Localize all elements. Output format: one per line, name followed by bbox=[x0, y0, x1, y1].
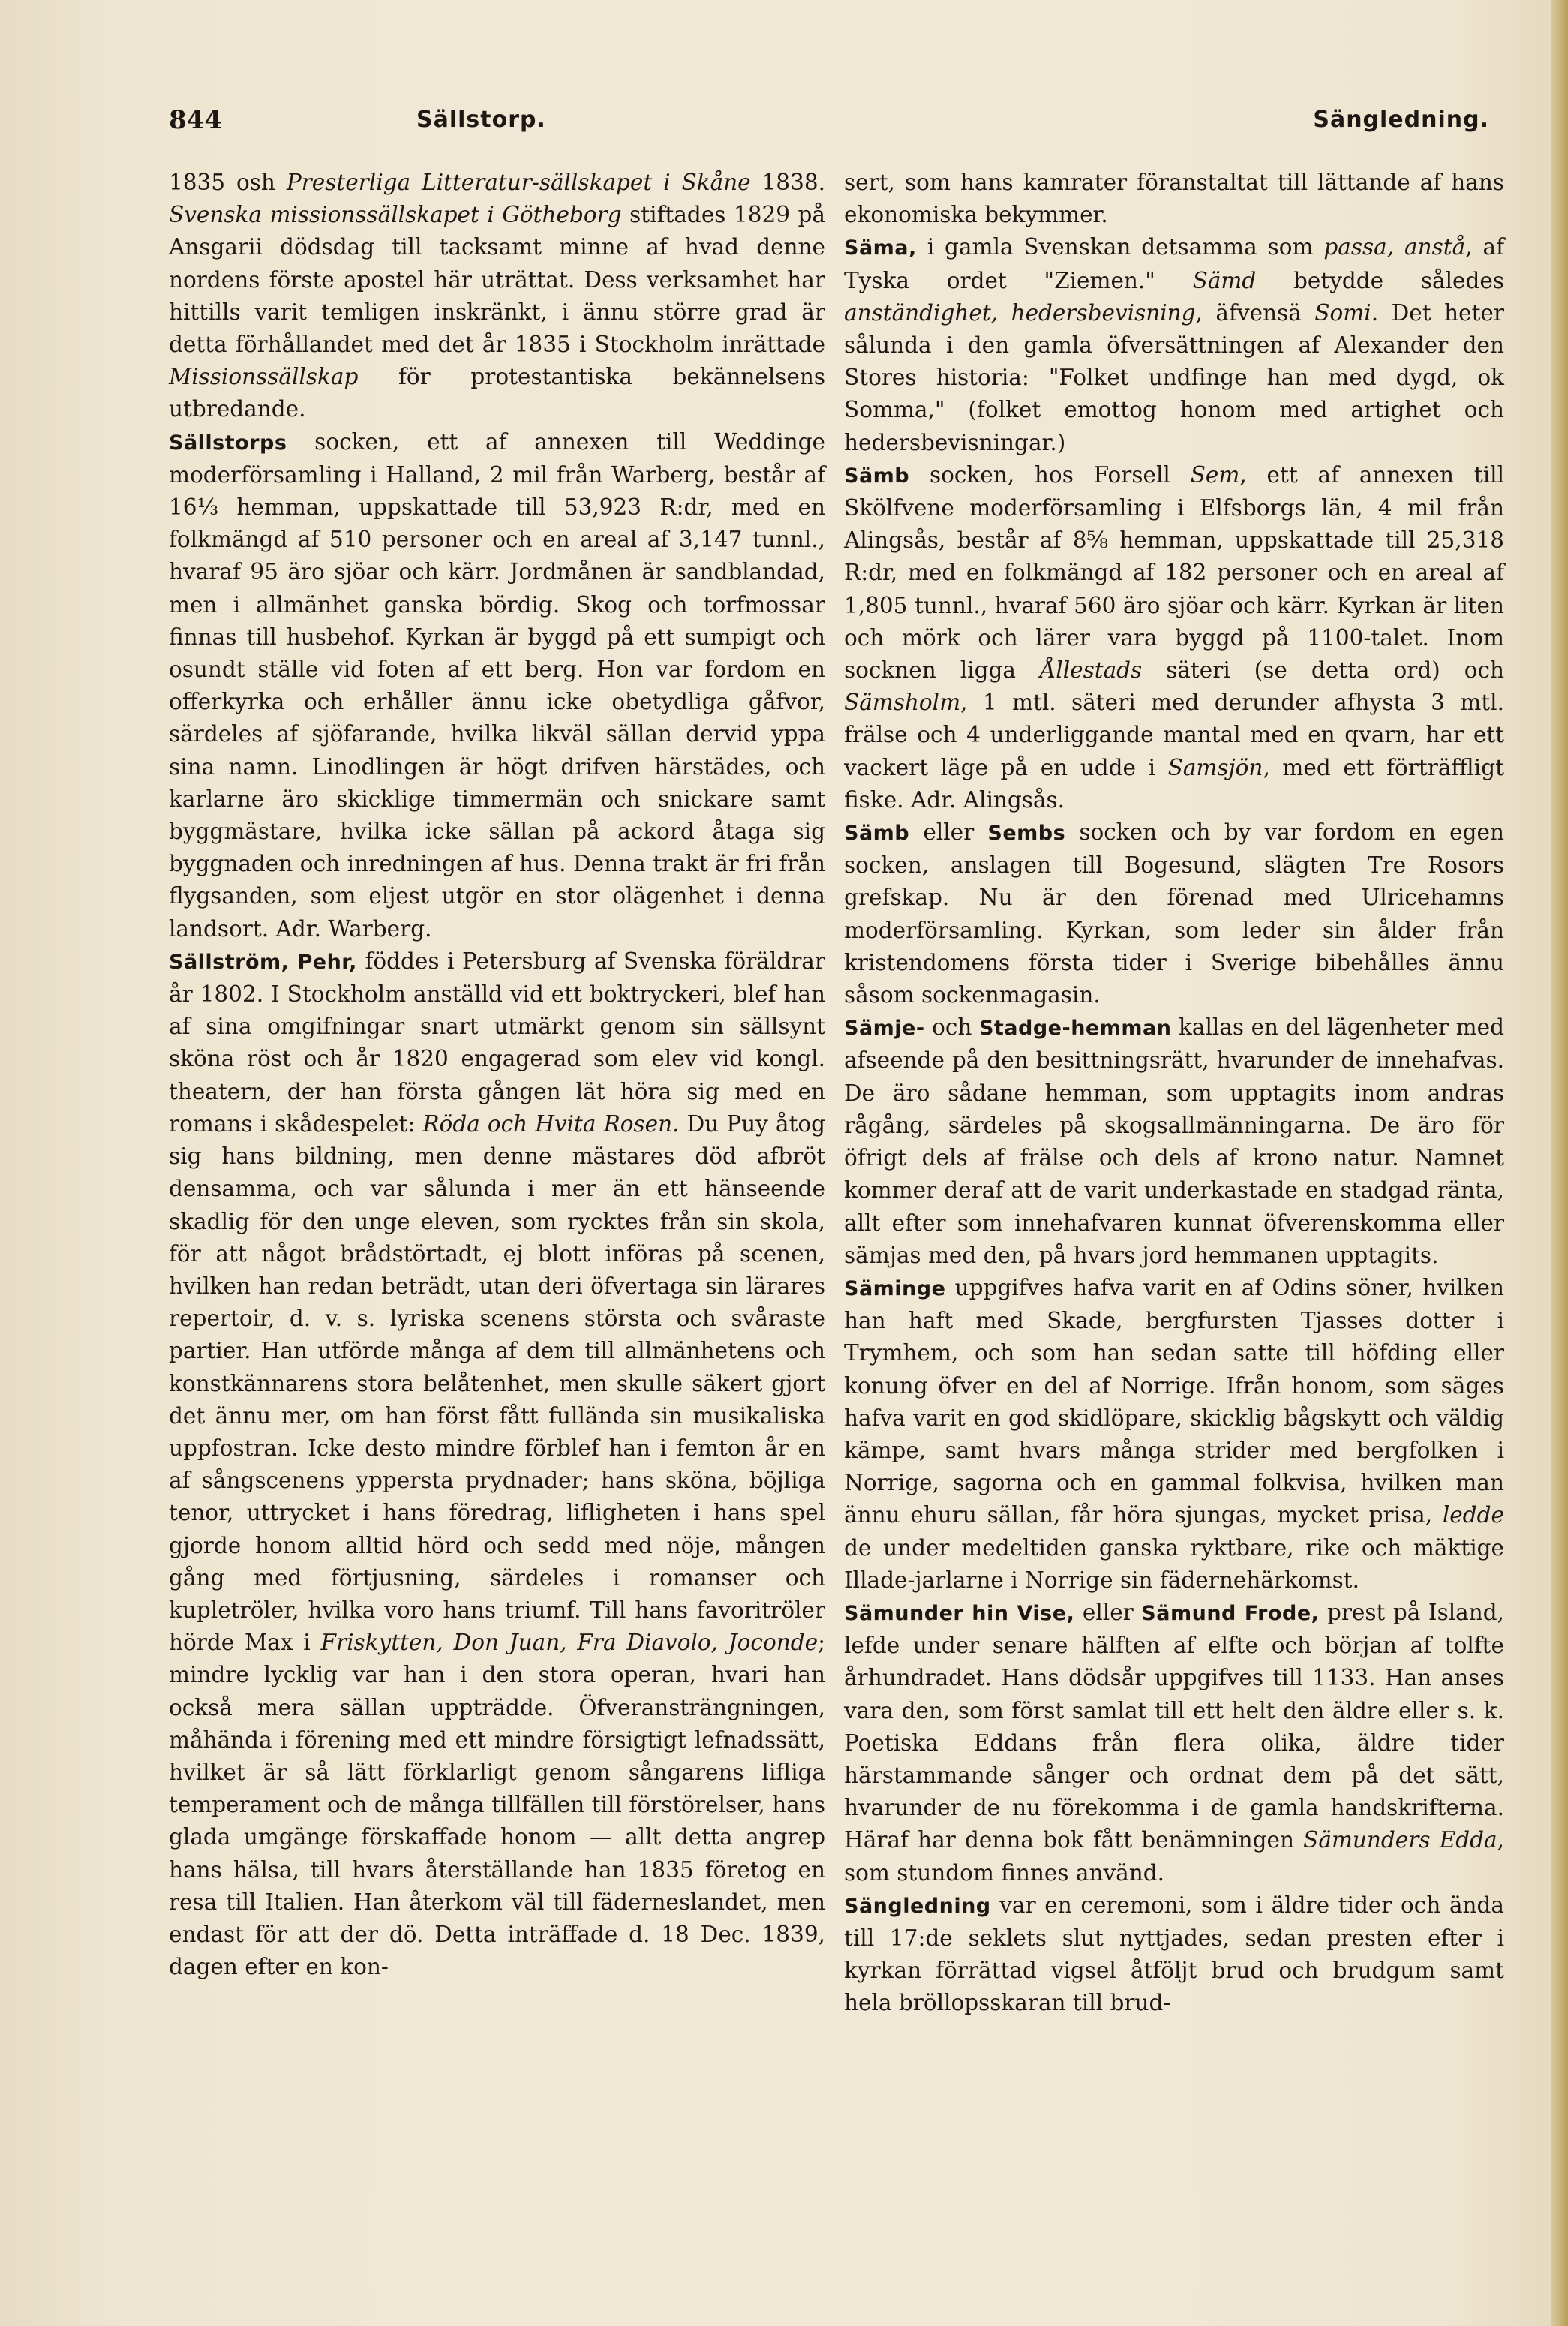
entry-text: stiftades 1829 på Ansgarii dödsdag till tacksamt minne af hvad denne nordens förste apostel här uträttat. Dess verksamhet har hittills varit temligen inskränkt, i ännu större grad är detta förhållandet med det år 1835 i Stockholm inrättade bbox=[169, 202, 826, 358]
entry-italic: Sem bbox=[1190, 461, 1240, 488]
entry-headword: Sämje- bbox=[844, 1017, 925, 1041]
entry-italic: Missionssällskap bbox=[169, 364, 359, 390]
entry-headword: Sällstorps bbox=[169, 431, 287, 455]
entry-text: de under medeltiden ganska ryktbare, rike och mäktige Illade-jarlarne i Norrige sin fädernehärkomst. bbox=[844, 1534, 1504, 1593]
entry-text: kallas en del lägenheter med afseende på den besittningsrätt, hvarunder de innehafvas. De äro sådane hemman, som upptagits inom andras rågång, särdeles på skogsallmänningarna. De äro för öfrigt dels af frälse och dels af krono natur. Namnet kommer deraf att de varit underkastade en stadgad ränta, allt efter som innehafvaren kunnat öfverenskomma eller sämjas med den, på hvars jord hemmanen upptagits. bbox=[844, 1014, 1504, 1268]
entry-text: Du Puy åtog sig hans bildning, men denne mästares död afbröt densamma, och var sålunda i mer än ett hänseende skadlig för den unge eleven, som rycktes från sin skola, för att något brådstörtadt, ej blott införas på scenen, hvilken han redan beträdt, utan deri öfvertaga sin lärares repertoir, d. v. s. lyriska scenens största och svåraste partier. Han utförde många af dem till allmänhetens och konstkännarens stora belåtenhet, men skulle säkert gjort det ännu mer, om han först fått fullända sin musikaliska uppfostran. Icke desto mindre förblef han i femton år en af sångscenens yppersta prydnader; hans sköna, böjliga tenor, uttrycket i hans föredrag, lifligheten i hans spel gjorde honom alltid hörd och sedd med nöje, mången gång med förtjusning, särdeles i romanser och kupletröler, hvilka voro hans triumf. Till hans favoritröler hörde Max i bbox=[169, 1110, 825, 1656]
entry-text: och bbox=[924, 1014, 979, 1041]
entry-text: socken och by var fordom en egen socken, anslagen till Bogesund, slägten Tre Rosors grefskap. Nu är den förenad med Ulricehamns moderförsamling. Kyrkan, som leder sin ålder från kristendomens första tider i Sverige bibehålles ännu såsom sockenmagasin. bbox=[844, 819, 1504, 1008]
entry-samunder bbox=[844, 1597, 1504, 1889]
entry-headword: Sämunder hin Vise, bbox=[844, 1601, 1075, 1625]
entry-italic: Sämunders Edda bbox=[1303, 1827, 1497, 1853]
entry-italic: Sämd bbox=[1192, 267, 1257, 293]
entry-headword: Sämb bbox=[844, 822, 910, 846]
entry-italic: anständighet, hedersbevisning bbox=[844, 299, 1196, 326]
entry-italic: Samsjön bbox=[1167, 754, 1263, 780]
entry-headword: Sällström, bbox=[169, 950, 290, 974]
page-number: 844 bbox=[169, 105, 222, 135]
entry-text: , 1 mtl. säteri med derunder afhysta 3 mtl. frälse och 4 underliggande mantal med en qvarn, har ett vackert läge på en udde i bbox=[844, 690, 1504, 780]
entry-headword: Sembs bbox=[987, 822, 1066, 846]
entry-text: var en ceremoni, som i äldre tider och ända till 17:de seklets slut nyttjades, sedan presten efter i kyrkan förrättad vigsel åtföljt brud och brudgum samt hela bröllopsskaran till brud- bbox=[844, 1892, 1504, 2016]
entry-headword: Stadge-hemman bbox=[978, 1017, 1172, 1041]
entry-italic: Somi. bbox=[1314, 299, 1379, 326]
entry-text: i gamla Svenskan detsamma som bbox=[916, 234, 1324, 260]
entry-text: säteri (se detta ord) och bbox=[1142, 657, 1504, 684]
running-header bbox=[169, 105, 1489, 150]
entry-text: 1838. bbox=[750, 170, 825, 195]
entry-headword: Pehr, bbox=[289, 950, 357, 974]
entry-text: , af Tyska ordet "Ziemen." bbox=[844, 234, 1504, 293]
entry-headword: Sämb bbox=[844, 464, 910, 488]
entry-sallstorps bbox=[169, 426, 825, 945]
entry-continuation bbox=[844, 167, 1504, 231]
entry-sangledning bbox=[844, 1889, 1504, 2020]
entry-italic: ledde bbox=[1442, 1502, 1504, 1528]
entry-headword: Säminge bbox=[844, 1276, 946, 1300]
entry-italic: passa, anstå bbox=[1323, 234, 1466, 260]
page-edge bbox=[1551, 0, 1568, 2326]
entry-italic: Sämsholm bbox=[844, 690, 961, 716]
entry-text: prest på Island, lefde under senare hälften af elfte och början af tolfte århundradet. Hans dödsår uppgifves till 1133. Han anses vara den, som först samlat till ett helt den äldre eller s. k. Poetiska Eddans från flera olika, äldre tider härstammande sånger och ordnat dem på det sätt, hvarunder de nu förekomma i de gamla handskrifterna. Häraf har denna bok fått benämningen bbox=[844, 1599, 1504, 1853]
right-running-head: Sängledning. bbox=[1313, 107, 1489, 133]
entry-text: föddes i Petersburg af Svenska föräldrar år 1802. I Stockholm anställd vid ett boktryckeri, blef han af sina omgifningar snart utmärkt genom sin sällsynt sköna röst och år 1820 engagerad som elev vid kongl. theatern, der han första gången lät höra sig med en romans i skådespelet: bbox=[169, 948, 825, 1137]
entry-text: , med ett förträffligt fiske. Adr. Alingsås. bbox=[844, 754, 1504, 813]
entry-headword: Sängledning bbox=[844, 1894, 991, 1918]
entry-saminge bbox=[844, 1272, 1504, 1597]
entry-text: , ett af annexen till Skölfvene moderförsamling i Elfsborgs län, 4 mil från Alingsås, består af 8⅝ hemman, uppskattade till 25,318 R:dr, med en folkmängd af 182 personer och en areal af 1,805 tunnl., hvaraf 560 äro sjöar och kärr. Kyrkan är liten och mörk och lärer vara byggd på 1100-talet. Inom socknen ligga bbox=[844, 461, 1504, 684]
entry-continuation bbox=[169, 167, 825, 426]
entry-italic: Röda och Hvita Rosen. bbox=[422, 1110, 680, 1137]
entry-text: Det heter sålunda i den gamla öfversättningen af Alexander den Stores historia: "Folket undfinge han med dygd, ok Somma," (folket emottog honom med artighet och hedersbevisningar.) bbox=[844, 299, 1504, 455]
entry-text: ; mindre lycklig var han i den stora operan, hvari han också mera sällan uppträdde. Öfveransträngningen, måhända i förening med ett mindre försigtigt lefnadssätt, hvilket är så lätt förklarligt genom sångarens lifliga temperament och de många tillfällen till förstörelser, hans glada umgänge förskaffade honom — allt detta angrep hans hälsa, till hvars återställande han 1835 företog en resa till Italien. Han återkom väl till fäderneslandet, men endast för att der dö. Detta inträffade d. 18 Dec. 1839, dagen efter en kon- bbox=[169, 1630, 826, 1980]
entry-text: för protestantiska bekännelsens utbredande. bbox=[169, 364, 825, 422]
entry-text: , som stundom finnes använd. bbox=[844, 1827, 1504, 1886]
right-column bbox=[844, 167, 1504, 2020]
entry-headword: Sämund Frode, bbox=[1141, 1601, 1320, 1625]
entry-text: , äfvensä bbox=[1195, 299, 1315, 326]
entry-headword: Säma, bbox=[844, 236, 917, 260]
entry-text: socken, ett af annexen till Weddinge moderförsamling i Halland, 2 mil från Warberg, består af 16⅓ hemman, uppskattade till 53,923 R:dr, med en folkmängd af 510 personer och en areal af 3,147 tunnl., hvaraf 95 äro sjöar och kärr. Jordmånen är sandblandad, men i allmänhet ganska bördig. Skog och torfmossar finnas till husbehof. Kyrkan är byggd på ett sumpigt och osundt ställe vid foten af ett berg. Hon var fordom en offerkyrka och erhåller ännu icke obetydliga gåfvor, särdeles af sjöfarande, hvilka likväl sällan dervid yppa sina namn. Linodlingen är högt drifven härstädes, och karlarne äro skicklige timmermän och snickare samt byggmästare, hvilka icke sällan på ackord åtaga sig byggnaden och inredningen af hus. Denna trakt är fri från flygsanden, som eljest utgör en stor olägenhet i denna landsort. Adr. Warberg. bbox=[169, 428, 825, 942]
left-column bbox=[169, 167, 825, 1983]
entry-italic: Ållestads bbox=[1039, 657, 1143, 684]
entry-text: eller bbox=[1074, 1599, 1142, 1625]
entry-text: socken, hos Forsell bbox=[909, 461, 1191, 488]
entry-text: betydde således bbox=[1256, 267, 1504, 293]
left-running-head: Sällstorp. bbox=[416, 107, 546, 133]
entry-italic: Presterliga Litteratur-sällskapet i Skåne bbox=[286, 170, 751, 195]
entry-samb bbox=[844, 459, 1504, 816]
entry-samb-sembs bbox=[844, 816, 1504, 1011]
entry-sallstrom bbox=[169, 945, 825, 1984]
entry-text: uppgifves hafva varit en af Odins söner, hvilken han haft med Skade, bergfursten Tjasses dotter i Trymhem, och som han sedan satte till höfding eller konung öfver en del af Norrige. Ifrån honom, som säges hafva varit en god skidlöpare, skicklig bågskytt och väldig kämpe, samt hvars många strider med bergfolken i Norrige, sagorna och en gammal folkvisa, hvilken man ännu ehuru sällan, får höra sjungas, mycket prisa, bbox=[844, 1274, 1504, 1528]
entry-text: 1835 osh bbox=[169, 170, 287, 195]
entry-text: eller bbox=[909, 819, 988, 846]
entry-text: sert, som hans kamrater föranstaltat till lättande af hans ekonomiska bekymmer. bbox=[844, 170, 1504, 228]
entry-italic: Friskytten, Don Juan, Fra Diavolo, Joconde bbox=[320, 1630, 819, 1656]
entry-italic: Svenska missionssällskapet i Götheborg bbox=[169, 202, 622, 228]
entry-samje bbox=[844, 1011, 1504, 1272]
entry-sama bbox=[844, 231, 1504, 458]
